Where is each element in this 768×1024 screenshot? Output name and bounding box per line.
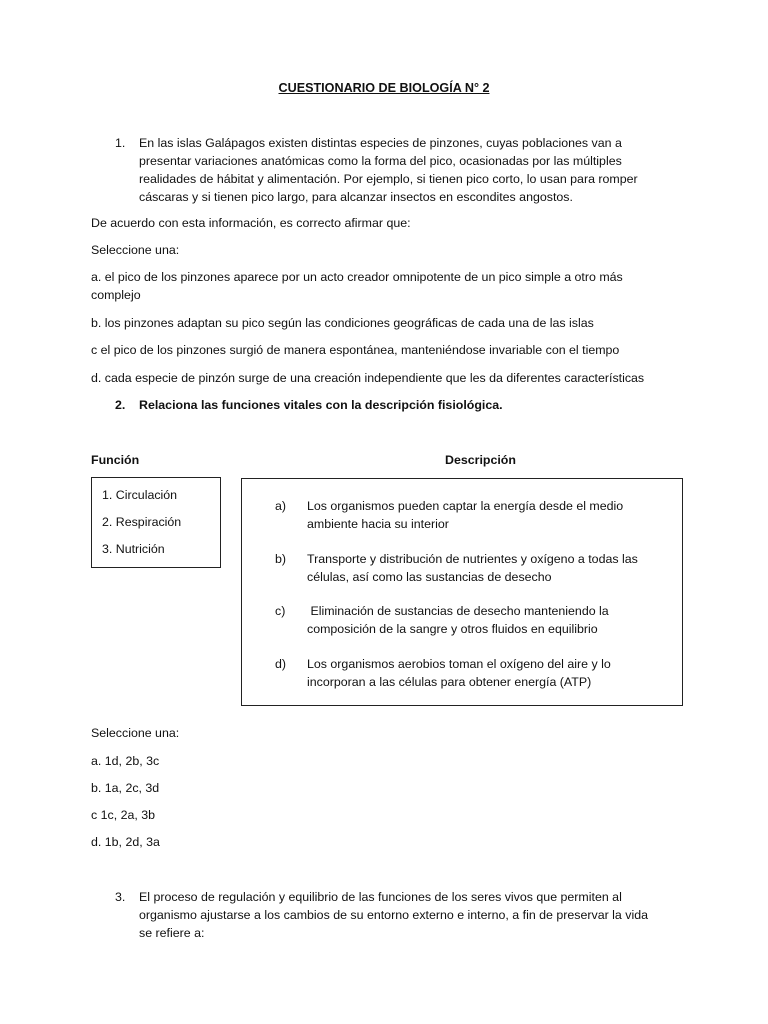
question-2-option-a[interactable]: a. 1d, 2b, 3c (91, 754, 160, 768)
question-1-line: presentar variaciones anatómicas como la forma del pico, ocasionadas por las múltiples (139, 154, 622, 168)
column-heading-description: Descripción (445, 453, 516, 467)
question-1-option-b[interactable]: b. los pinzones adaptan su pico según las condiciones geográficas de cada una de las islas (91, 316, 594, 330)
description-label: d) (275, 657, 287, 671)
question-1-option-d[interactable]: d. cada especie de pinzón surge de una creación independiente que les da diferentes características (91, 371, 645, 385)
column-heading-function: Función (91, 453, 140, 467)
question-1-text (139, 134, 674, 206)
question-3-text (139, 888, 684, 942)
question-1-option-a[interactable] (91, 268, 691, 304)
question-3-line: El proceso de regulación y equilibrio de las funciones de los seres vivos que permiten al (139, 890, 622, 904)
question-1-line: cáscaras y si tienen pico largo, para alcanzar insectos en escondites angostos. (139, 190, 573, 204)
description-line: incorporan a las células para obtener energía (ATP) (307, 675, 592, 689)
description-line: Transporte y distribución de nutrientes y oxígeno a todas las (307, 552, 638, 566)
page-title: CUESTIONARIO DE BIOLOGÍA N° 2 (278, 81, 490, 95)
question-1-option-c[interactable]: c el pico de los pinzones surgió de manera espontánea, manteniéndose invariable con el tiempo (91, 343, 620, 357)
function-item: 1. Circulación (102, 488, 178, 502)
question-2-option-d[interactable]: d. 1b, 2d, 3a (91, 835, 160, 849)
question-2-text: Relaciona las funciones vitales con la descripción fisiológica. (139, 398, 503, 412)
function-list-box (91, 477, 221, 568)
option-a-line: a. el pico de los pinzones aparece por un acto creador omnipotente de un pico simple a otro más (91, 270, 623, 284)
question-3-line: organismo ajustarse a los cambios de su entorno externo e interno, a fin de preservar la vida (139, 908, 648, 922)
question-1-number: 1. (115, 136, 126, 150)
function-item: 3. Nutrición (102, 542, 165, 556)
description-line: Los organismos pueden captar la energía desde el medio (307, 499, 624, 513)
option-a-line: complejo (91, 288, 141, 302)
question-2-option-c[interactable]: c 1c, 2a, 3b (91, 808, 156, 822)
description-text (307, 655, 667, 691)
description-label: b) (275, 552, 287, 566)
description-label: a) (275, 499, 287, 513)
question-1-prompt: De acuerdo con esta información, es correcto afirmar que: (91, 216, 411, 230)
description-text (307, 497, 667, 533)
description-text (307, 550, 667, 586)
question-1-line: realidades de hábitat y alimentación. Por ejemplo, si tienen pico corto, lo usan para romper (139, 172, 638, 186)
description-line: Los organismos aerobios toman el oxígeno del aire y lo (307, 657, 611, 671)
question-2-select-label: Seleccione una: (91, 726, 180, 740)
description-list-box (241, 478, 683, 706)
description-line: Eliminación de sustancias de desecho manteniendo la (307, 604, 609, 618)
description-line: ambiente hacia su interior (307, 517, 449, 531)
question-1-select-label: Seleccione una: (91, 243, 180, 257)
question-3-line: se refiere a: (139, 926, 205, 940)
question-3-number: 3. (115, 890, 126, 904)
description-text (307, 602, 667, 638)
description-line: composición de la sangre y otros fluidos en equilibrio (307, 622, 598, 636)
question-1-line: En las islas Galápagos existen distintas especies de pinzones, cuyas poblaciones van a (139, 136, 622, 150)
question-2-option-b[interactable]: b. 1a, 2c, 3d (91, 781, 160, 795)
description-line: células, así como las sustancias de desecho (307, 570, 552, 584)
question-2-number: 2. (115, 398, 126, 412)
function-item: 2. Respiración (102, 515, 182, 529)
description-label: c) (275, 604, 286, 618)
